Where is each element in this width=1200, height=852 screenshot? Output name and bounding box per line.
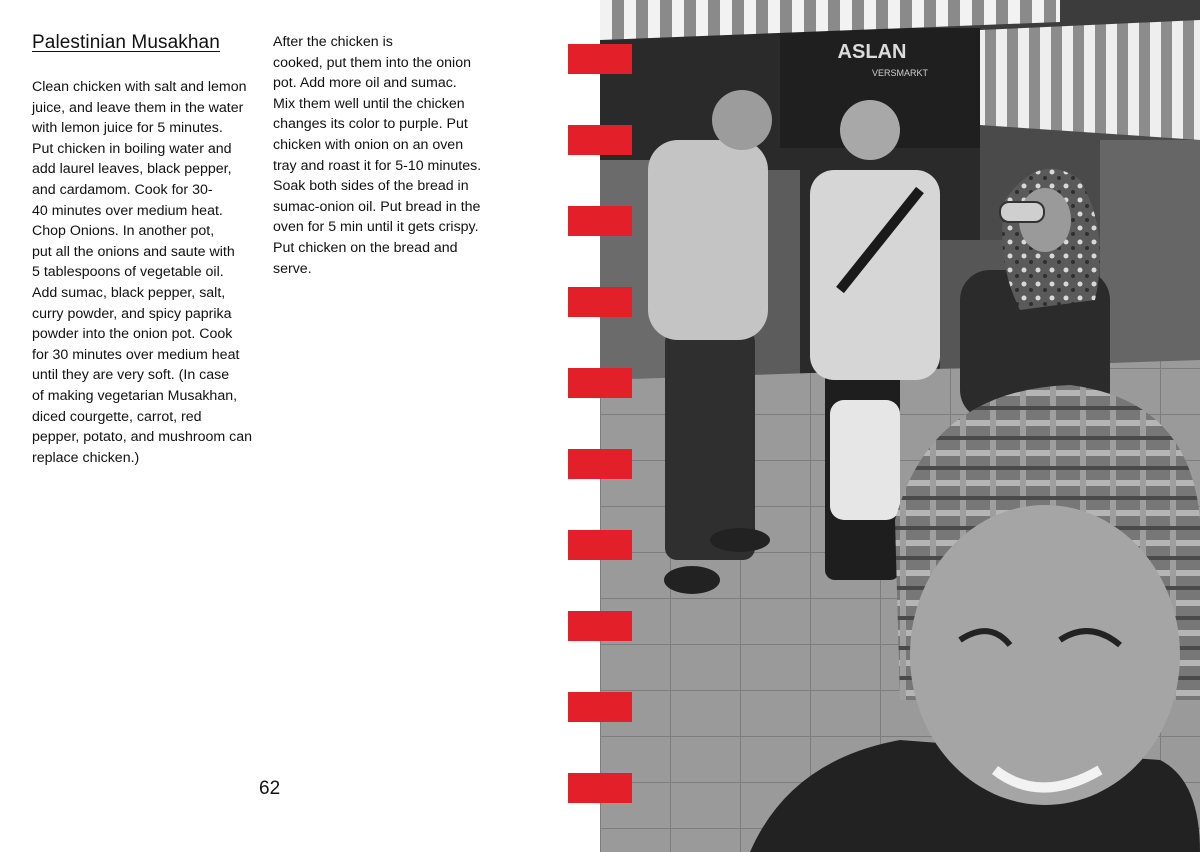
market-photo bbox=[600, 0, 1200, 852]
binding-ring bbox=[568, 44, 632, 74]
recipe-column-1: Clean chicken with salt and lemon juice, and leave them in the water with lemon juice for 5 minutes. Put chicken in boiling water and add laurel leaves, black pepper, and cardamom. Cook for 30- 40 minutes over medium heat. Chop Onions. In another pot, put all the onions and saute with 5 tablespoons of vegetable oil. Add sumac, black pepper, salt, curry powder, and spicy paprika powder into the onion pot. Cook for 30 minutes over medium heat until they are very soft. (In case of making vegetarian Musakhan, diced courgette, carrot, red pepper, potato, and mushroom can replace chicken.) bbox=[32, 79, 253, 466]
shop-sign-sub: VERSMARKT bbox=[871, 68, 929, 78]
binding-ring bbox=[568, 206, 632, 236]
binding-ring bbox=[568, 530, 632, 560]
binding-ring bbox=[568, 692, 632, 722]
binding-ring bbox=[568, 368, 632, 398]
photo-illustration bbox=[600, 0, 1200, 852]
recipe-column-2: After the chicken is cooked, put them into the onion pot. Add more oil and sumac. Mix them well until the chicken changes its color to purple. Put chicken with onion on an oven tray and roast it for 5-10 minutes. Soak both sides of the bread in sumac-onion oil. Put bread in the oven for 5 min until it gets crispy. Put chicken on the bread and serve. bbox=[273, 34, 482, 277]
spiral-binding bbox=[568, 0, 632, 852]
recipe-title: Palestinian Musakhan bbox=[32, 32, 220, 53]
shop-sign: ASLAN bbox=[837, 41, 907, 63]
binding-ring bbox=[568, 611, 632, 641]
binding-ring bbox=[568, 773, 632, 803]
page-number: 62 bbox=[259, 778, 281, 799]
binding-ring bbox=[568, 125, 632, 155]
binding-ring bbox=[568, 287, 632, 317]
binding-ring bbox=[568, 449, 632, 479]
